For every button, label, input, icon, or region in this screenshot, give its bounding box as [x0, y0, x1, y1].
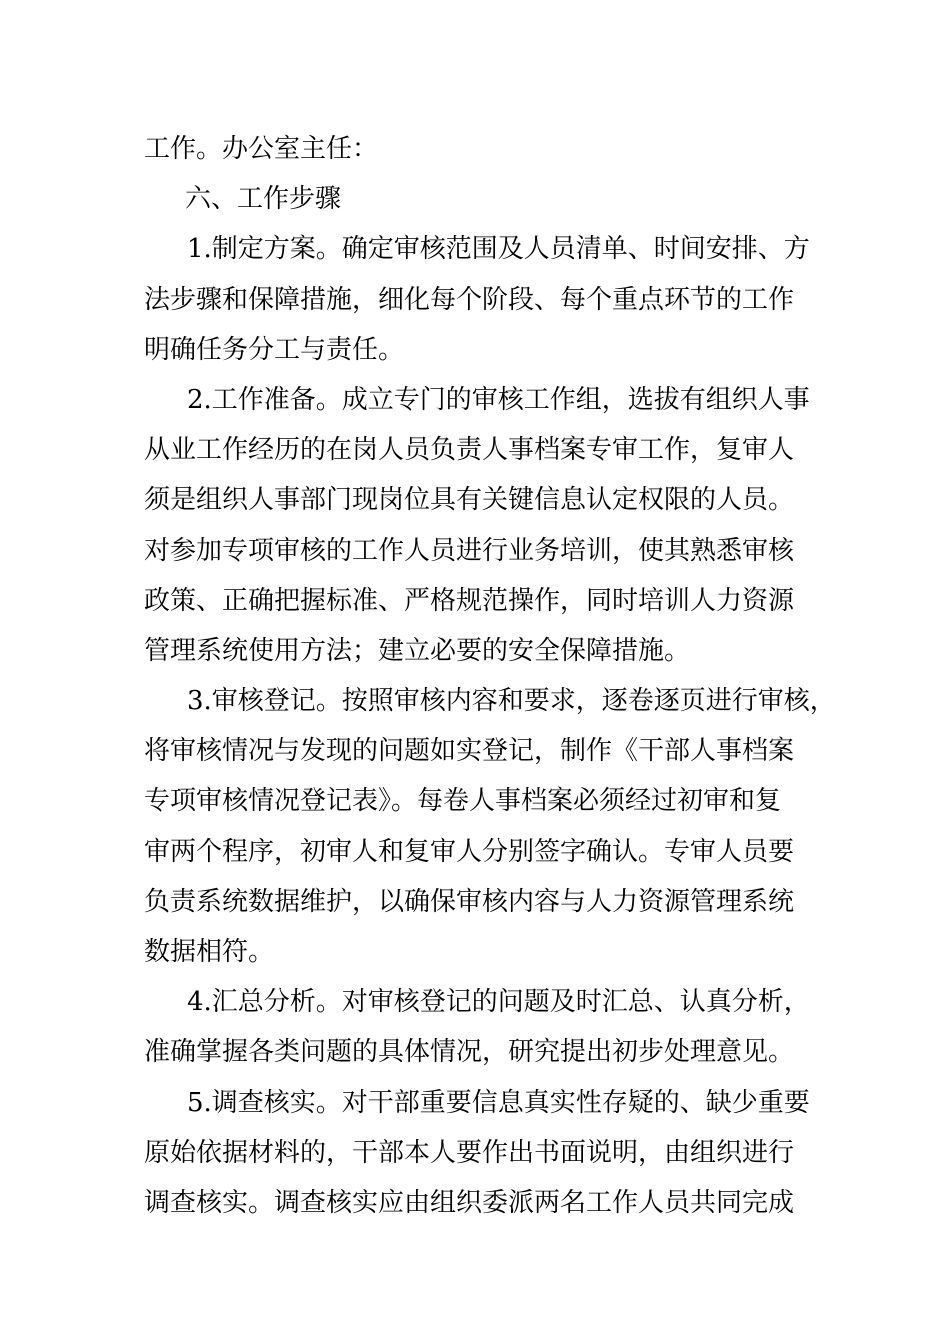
- text-line: 数据相符。: [144, 937, 275, 967]
- text-line: 负责系统数据维护，以确保审核内容与人力资源管理系统: [144, 886, 795, 917]
- text-line: 从业工作经历的在岗人员负责人事档案专审工作，复审人: [144, 435, 795, 466]
- text-line: 工作。办公室主任：: [144, 134, 379, 164]
- text-line: 管理系统使用方法；建立必要的安全保障措施。: [144, 635, 691, 666]
- text-line: 2.工作准备。成立专门的审核工作组，选拔有组织人事: [187, 384, 810, 415]
- text-line: 法步骤和保障措施，细化每个阶段、每个重点环节的工作: [144, 284, 795, 315]
- text-line: 对参加专项审核的工作人员进行业务培训，使其熟悉审核: [144, 535, 795, 566]
- text-line: 准确掌握各类问题的具体情况，研究提出初步处理意见。: [144, 1037, 795, 1068]
- text-line: 六、工作步骤: [185, 184, 342, 215]
- document-body: [144, 124, 834, 1228]
- text-line: 将审核情况与发现的问题如实登记，制作《干部人事档案: [144, 736, 795, 767]
- text-line: 政策、正确把握标准、严格规范操作，同时培训人力资源: [144, 585, 795, 616]
- text-line: 5.调查核实。对干部重要信息真实性存疑的、缺少重要: [187, 1087, 810, 1118]
- text-line: 审两个程序，初审人和复审人分别签字确认。专审人员要: [144, 836, 795, 867]
- text-line: 明确任务分工与责任。: [144, 334, 405, 365]
- text-line: 4.汇总分析。对审核登记的问题及时汇总、认真分析，: [187, 987, 810, 1018]
- text-line: 调查核实。调查核实应由组织委派两名工作人员共同完成: [144, 1187, 795, 1218]
- text-line: 专项审核情况登记表》。每卷人事档案必须经过初审和复: [144, 786, 782, 817]
- text-line: 原始依据材料的，干部本人要作出书面说明，由组织进行: [144, 1137, 795, 1168]
- text-line: 3.审核登记。按照审核内容和要求，逐卷逐页进行审核，: [187, 686, 836, 717]
- text-line: 1.制定方案。确定审核范围及人员清单、时间安排、方: [187, 234, 810, 265]
- text-line: 须是组织人事部门现岗位具有关键信息认定权限的人员。: [144, 485, 795, 516]
